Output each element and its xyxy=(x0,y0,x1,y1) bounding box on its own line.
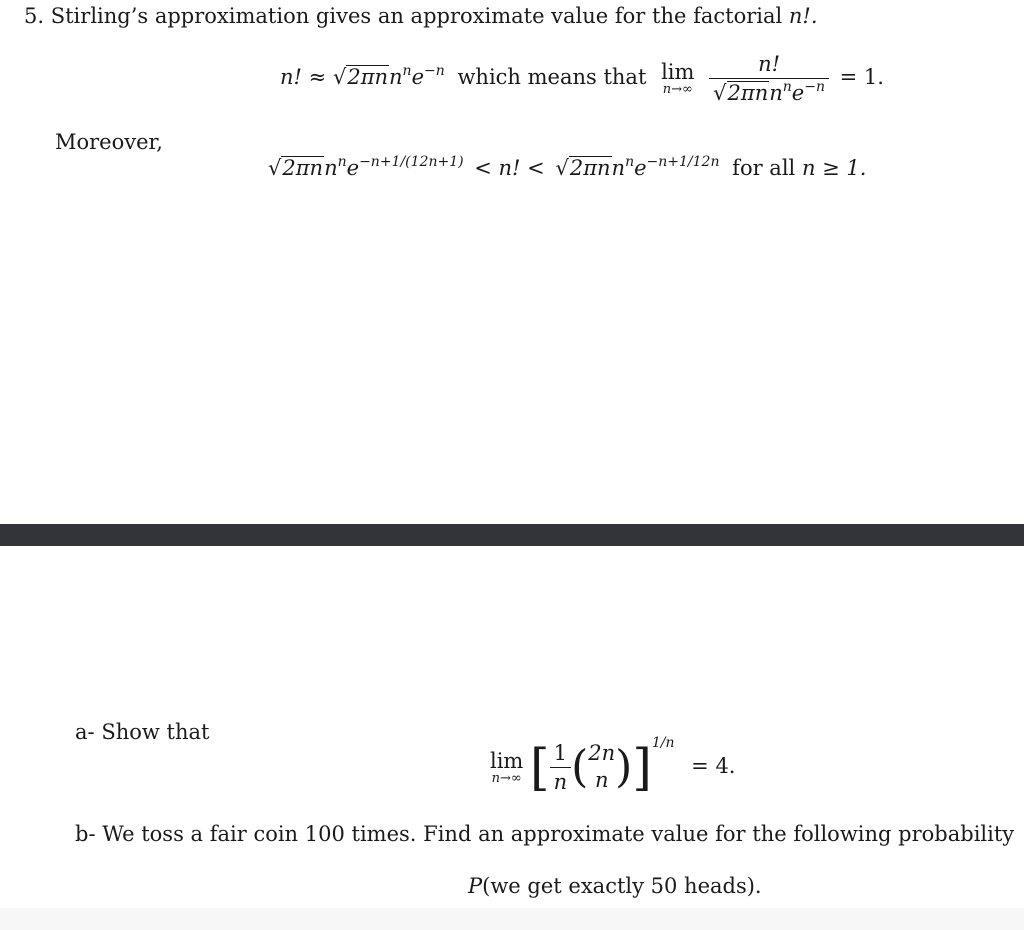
part-b-prompt xyxy=(75,822,1014,846)
which-means: which means that xyxy=(457,65,647,89)
eq2-tail-math: n ≥ 1. xyxy=(801,156,867,180)
eq2-sqrt: 2πn xyxy=(282,156,324,180)
sqrt-sign: √ xyxy=(332,65,347,89)
eq2-exp1: −n+1/(12n+1) xyxy=(359,154,464,170)
prob-event: (we get exactly 50 heads). xyxy=(482,874,762,898)
den-n: n xyxy=(769,81,783,105)
eq2-exp2n: n xyxy=(625,154,635,170)
eq2-e1: e xyxy=(346,156,360,180)
eq1-exp-n: n xyxy=(402,63,412,79)
sqrt-sign: √ xyxy=(555,156,569,180)
eq2-n2: n xyxy=(611,156,626,180)
eq2-e2: e xyxy=(634,156,647,180)
fraction-numerator: n! xyxy=(758,52,781,76)
eq2-sqrt2: 2πn xyxy=(569,156,611,180)
part-b-probability xyxy=(468,874,762,898)
lim-under: n→∞ xyxy=(662,82,693,97)
eq1-lhs: n! ≈ xyxy=(280,65,327,89)
problem-intro: Stirling’s approximation gives an approximate value for the factorial xyxy=(50,4,783,28)
right-bracket: ] xyxy=(632,738,652,797)
eq2-mid: < n! < xyxy=(474,156,545,180)
binom-top: 2n xyxy=(588,741,616,765)
part-a-equation xyxy=(490,734,736,797)
part-b-label: b- xyxy=(75,822,96,846)
eq2-n1: n xyxy=(324,156,338,180)
problem-intro-var: n!. xyxy=(788,4,818,28)
eq2-exp1n: n xyxy=(337,154,347,170)
limit-operator xyxy=(490,749,523,786)
binom-bottom: n xyxy=(594,768,609,793)
lim-under: n→∞ xyxy=(491,770,522,786)
stirling-bounds xyxy=(268,156,866,180)
fraction-numerator: 1 xyxy=(553,740,568,765)
ratio-fraction xyxy=(709,52,829,105)
left-paren: ( xyxy=(571,741,589,793)
prob-symbol: P xyxy=(468,874,483,898)
part-a-text: Show that xyxy=(101,720,210,744)
right-paren: ) xyxy=(615,741,633,793)
eq2-exp2: −n+1/12n xyxy=(646,154,720,170)
moreover-label: Moreover, xyxy=(55,130,163,154)
sqrt-sign: √ xyxy=(713,81,727,105)
eq1-n: n xyxy=(389,65,403,89)
sqrt-sign: √ xyxy=(268,156,282,180)
den-sqrt: 2πn xyxy=(727,81,769,105)
page-bottom-strip xyxy=(0,908,1024,930)
den-exp: −n xyxy=(804,79,825,95)
left-bracket: [ xyxy=(530,738,550,797)
problem-statement xyxy=(24,4,818,28)
eq2-tail-text: for all xyxy=(732,156,796,180)
part-b-text: We toss a fair coin 100 times. Find an approximate value for the following probability xyxy=(102,822,1015,846)
den-exp-n: n xyxy=(782,79,792,95)
eq1-rhs: = 1. xyxy=(839,65,884,89)
lim-text: lim xyxy=(661,60,695,84)
limit-operator xyxy=(661,60,694,97)
eq1-e: e xyxy=(411,65,425,89)
den-e: e xyxy=(791,81,805,105)
part-a-label: a- xyxy=(75,720,95,744)
fraction-denominator xyxy=(709,78,829,105)
fraction-denominator: n xyxy=(550,767,572,794)
binomial-coefficient xyxy=(588,740,615,795)
part-a-exponent: 1/n xyxy=(651,734,675,751)
page-divider xyxy=(0,524,1024,546)
lim-text: lim xyxy=(490,748,524,773)
one-over-n xyxy=(550,741,572,794)
eq1-exp: −n xyxy=(424,63,445,79)
problem-number: 5. xyxy=(24,4,45,28)
part-a-prompt xyxy=(75,720,209,744)
eq1-sqrt: 2πn xyxy=(347,65,389,89)
stirling-equation xyxy=(280,52,884,105)
part-a-rhs: = 4. xyxy=(691,753,736,778)
